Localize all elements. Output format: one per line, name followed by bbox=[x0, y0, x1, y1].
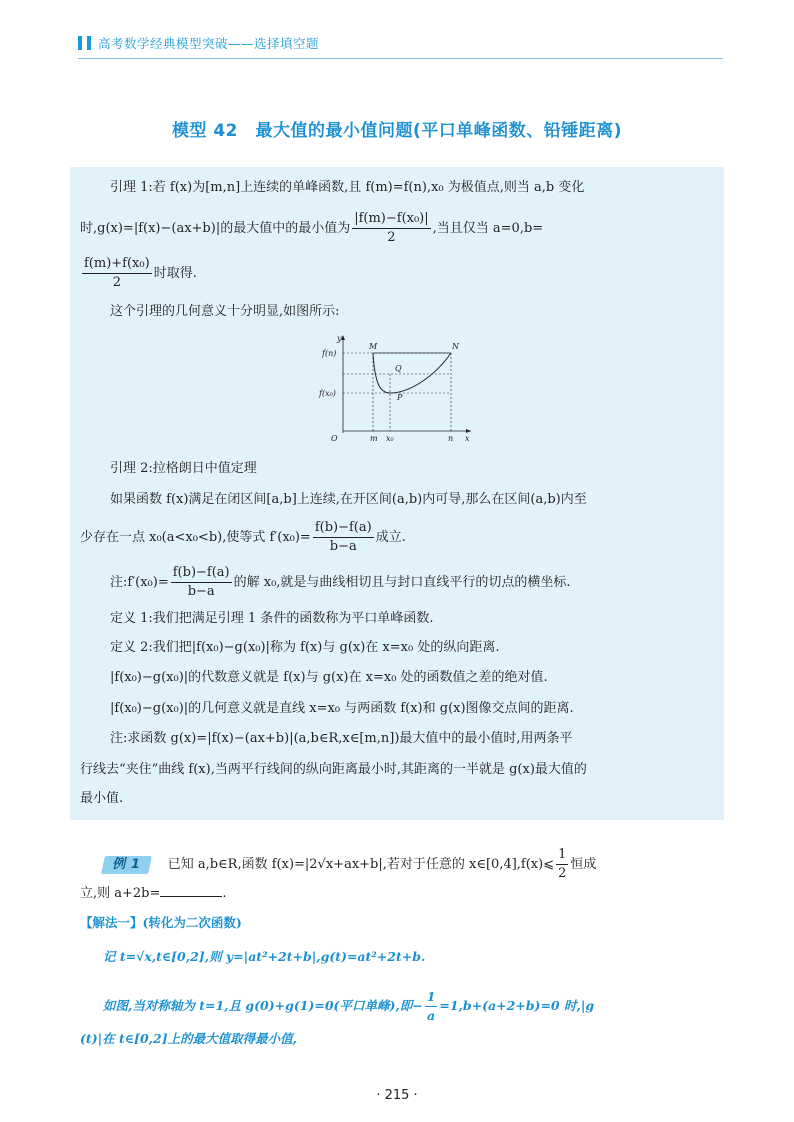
point-P: P bbox=[397, 393, 403, 402]
example-line1-pre: 已知 a,b∈R,函数 f(x)=|2√x+ax+b|,若对于任意的 x∈[0,4],f(x)⩽ bbox=[167, 857, 555, 872]
y-axis-label: y bbox=[337, 334, 342, 343]
example-badge: 例 1 bbox=[101, 856, 151, 874]
frac-num: f(b)−f(a) bbox=[313, 519, 374, 538]
lemma-box bbox=[70, 167, 724, 820]
note2-line3: 最小值. bbox=[80, 791, 124, 806]
page-number: · 215 · bbox=[376, 1088, 418, 1103]
header-rule bbox=[78, 58, 723, 59]
point-Q: Q bbox=[395, 364, 402, 373]
definition-2-geometric: |f(x₀)−g(x₀)|的几何意义就是直线 x=x₀ 与两函数 f(x)和 g(x)图像交点间的距离. bbox=[110, 701, 574, 716]
y-arrow-icon bbox=[341, 335, 345, 340]
label-fn: f(n) bbox=[322, 349, 337, 358]
lemma2-frac bbox=[313, 519, 374, 556]
solution-line3: (t)|在 t∈[0,2]上的最大值取得最小值, bbox=[80, 1031, 297, 1046]
single-peak-figure bbox=[315, 331, 495, 451]
frac-den: b−a bbox=[329, 539, 357, 554]
curve bbox=[373, 353, 451, 393]
lemma1-line3 bbox=[80, 255, 197, 292]
example-line2-text: 立,则 a+2b= bbox=[80, 886, 161, 901]
solution-line1: 记 t=√x,t∈[0,2],则 y=|at²+2t+b|,g(t)=at²+2t+b. bbox=[103, 949, 426, 964]
note2-line1: 注:求函数 g(x)=|f(x)−(ax+b)|(a,b∈R,x∈[m,n])最大值中的最小值时,用两条平 bbox=[110, 731, 573, 746]
lemma1-frac1 bbox=[352, 210, 430, 247]
x-axis-label: x bbox=[465, 434, 470, 443]
lemma2-line2-pre: 少存在一点 x₀(a<x₀<b),使等式 f′(x₀)= bbox=[80, 530, 311, 545]
note1-line bbox=[110, 564, 571, 601]
lemma2-line2-post: 成立. bbox=[375, 530, 406, 545]
x-arrow-icon bbox=[466, 429, 471, 433]
solution-frac bbox=[425, 988, 438, 1025]
tick-n: n bbox=[448, 434, 454, 443]
header-bar-icon bbox=[87, 36, 91, 50]
definition-2-algebraic: |f(x₀)−g(x₀)|的代数意义就是 f(x)与 g(x)在 x=x₀ 处的函数值之差的绝对值. bbox=[110, 670, 548, 685]
frac-den: a bbox=[426, 1008, 436, 1023]
lemma1-line2-post: ,当且仅当 a=0,b= bbox=[432, 221, 544, 236]
note1-post: 的解 x₀,就是与曲线相切且与封口直线平行的切点的横坐标. bbox=[233, 575, 571, 590]
page-title: 模型 42 最大值的最小值问题(平口单峰函数、铅锤距离) bbox=[171, 121, 623, 141]
definition-2: 定义 2:我们把|f(x₀)−g(x₀)|称为 f(x)与 g(x)在 x=x₀ 处的纵向距离. bbox=[110, 640, 500, 655]
note2-line2: 行线去“夹住”曲线 f(x),当两平行线间的纵向距离最小时,其距离的一半就是 g(x)最大值的 bbox=[80, 762, 587, 777]
lemma1-frac2 bbox=[82, 255, 152, 292]
solution-line2-post: =1,b+(a+2+b)=0 时,|g bbox=[439, 998, 595, 1013]
frac-den: 2 bbox=[112, 275, 121, 290]
lemma2-line2 bbox=[80, 519, 406, 556]
lemma1-line2-pre: 时,g(x)=|f(x)−(ax+b)|的最大值中的最小值为 bbox=[80, 221, 351, 236]
frac-den: b−a bbox=[187, 584, 215, 599]
lemma1-line1: 引理 1:若 f(x)为[m,n]上连续的单峰函数,且 f(m)=f(n),x₀ 为极值点,则当 a,b 变化 bbox=[110, 180, 585, 195]
example-line1 bbox=[103, 846, 596, 883]
frac-den: 2 bbox=[558, 866, 567, 881]
note1-frac bbox=[171, 564, 232, 601]
lemma1-line4: 这个引理的几何意义十分明显,如图所示: bbox=[110, 304, 340, 319]
tick-x0: x₀ bbox=[386, 434, 394, 443]
tick-m: m bbox=[370, 434, 378, 443]
solution-heading: 【解法一】(转化为二次函数) bbox=[80, 915, 242, 930]
frac-num: 1 bbox=[556, 846, 568, 865]
example-line2: 立,则 a+2b= . bbox=[80, 886, 227, 901]
header-text: 高考数学经典模型突破——选择填空题 bbox=[98, 36, 320, 51]
solution-line2-pre: 如图,当对称轴为 t=1,且 g(0)+g(1)=0(平口单峰),即− bbox=[103, 998, 423, 1013]
note1-pre: 注:f′(x₀)= bbox=[110, 575, 169, 590]
frac-den: 2 bbox=[387, 230, 396, 245]
lemma2-heading: 引理 2:拉格朗日中值定理 bbox=[110, 461, 257, 476]
answer-blank[interactable] bbox=[160, 884, 222, 897]
lemma2-line1: 如果函数 f(x)满足在闭区间[a,b]上连续,在开区间(a,b)内可导,那么在区间(a,b)内至 bbox=[110, 492, 587, 507]
running-header bbox=[78, 34, 718, 60]
example-line1-post: 恒成 bbox=[570, 857, 597, 872]
frac-num: |f(m)−f(x₀)| bbox=[352, 210, 430, 229]
lemma1-line3-post: 时取得. bbox=[153, 266, 197, 281]
point-N: N bbox=[452, 342, 459, 351]
definition-1: 定义 1:我们把满足引理 1 条件的函数称为平口单峰函数. bbox=[110, 611, 434, 626]
solution-line2 bbox=[103, 988, 594, 1025]
lemma1-line2 bbox=[80, 210, 543, 247]
label-fx0: f(x₀) bbox=[319, 389, 336, 398]
origin-label: O bbox=[331, 434, 338, 443]
frac-num: f(m)+f(x₀) bbox=[82, 255, 152, 274]
header-bar-icon bbox=[78, 36, 82, 50]
frac-num: 1 bbox=[425, 988, 438, 1007]
point-M: M bbox=[369, 342, 378, 351]
example-frac bbox=[556, 846, 568, 883]
frac-num: f(b)−f(a) bbox=[171, 564, 232, 583]
